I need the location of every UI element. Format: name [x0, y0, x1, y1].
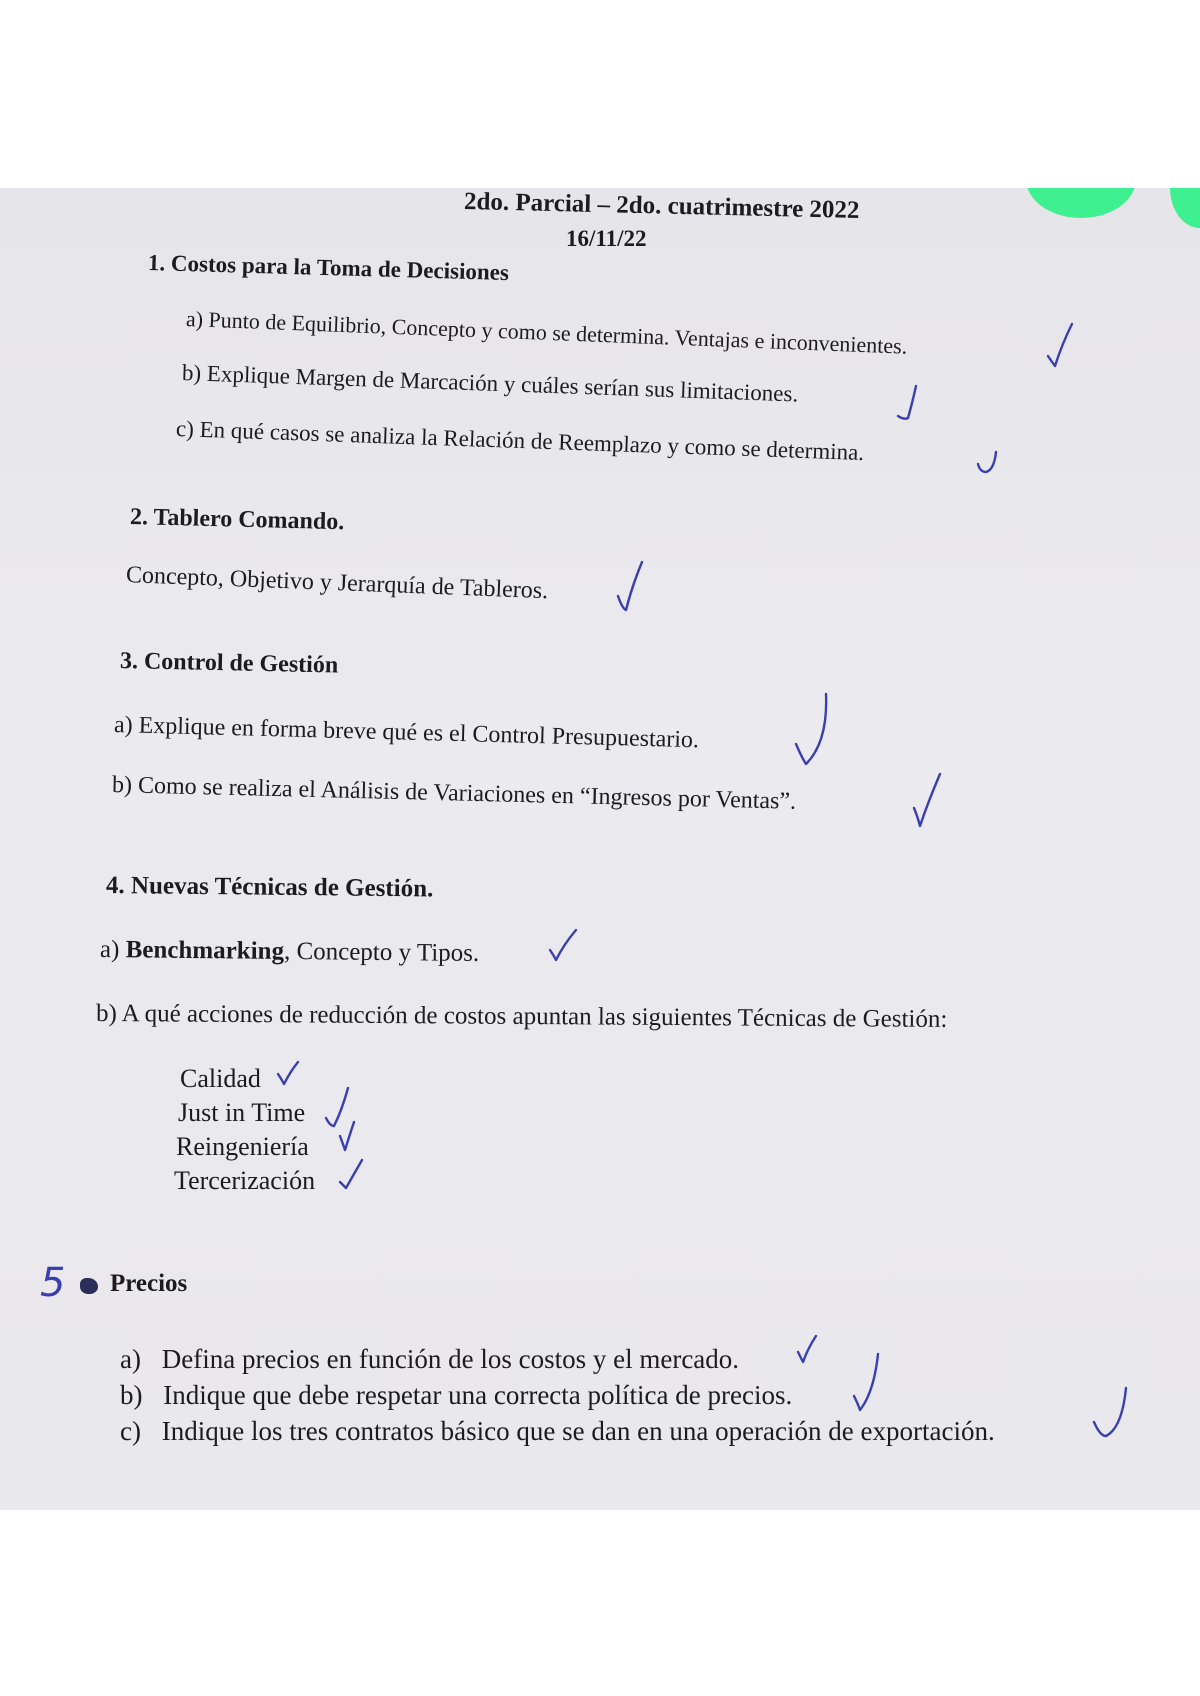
- check-mark-icon: [976, 446, 1000, 476]
- check-mark-icon: [852, 1352, 882, 1414]
- item-marker: a): [99, 936, 120, 964]
- section-number: 1.: [147, 250, 166, 276]
- section-title: Tablero Comando.: [153, 504, 345, 536]
- item-marker: a): [120, 1344, 141, 1374]
- section-3-item-b: [112, 772, 797, 816]
- item-text: Punto de Equilibrio, Concepto y como se determina. Ventajas e inconvenientes.: [208, 306, 908, 359]
- section-number: 2.: [129, 504, 149, 531]
- technique-just-in-time: Just in Time: [178, 1098, 306, 1127]
- check-mark-icon: [1046, 322, 1076, 368]
- section-number: 4.: [105, 872, 125, 900]
- green-tag-1: [1026, 188, 1136, 218]
- technique-reingenieria: Reingeniería: [176, 1132, 309, 1161]
- item-text: Explique en forma breve qué es el Control Presupuestario.: [138, 712, 700, 754]
- section-title: Control de Gestión: [143, 648, 339, 679]
- section-1-item-a: [186, 306, 908, 360]
- section-4-item-a: [100, 936, 479, 968]
- section-1-item-c: [176, 416, 865, 466]
- section-1-heading: [148, 250, 510, 286]
- item-text: Como se realiza el Análisis de Variaciones en “Ingresos por Ventas”.: [137, 772, 797, 815]
- check-mark-icon: [912, 772, 942, 828]
- technique-calidad: Calidad: [180, 1064, 261, 1093]
- item-text: , Concepto y Tipos.: [283, 937, 480, 967]
- section-2-text: Concepto, Objetivo y Jerarquía de Tableros.: [125, 562, 549, 605]
- section-5-bullet: [80, 1278, 98, 1294]
- check-mark-icon: [796, 1334, 820, 1364]
- green-tag-2: [1170, 188, 1200, 228]
- item-text: En qué casos se analiza la Relación de Reemplazo y como se determina.: [199, 416, 865, 466]
- check-mark-icon: [276, 1060, 300, 1088]
- check-mark-icon: [1092, 1386, 1130, 1440]
- section-4-item-b: [96, 1000, 948, 1034]
- section-title: Nuevas Técnicas de Gestión.: [130, 872, 434, 903]
- check-mark-icon: [616, 560, 644, 612]
- section-3-heading: [120, 648, 339, 680]
- item-text: A qué acciones de reducción de costos apuntan las siguientes Técnicas de Gestión:: [121, 1000, 948, 1033]
- section-4-heading: [106, 872, 434, 903]
- check-mark-icon: [338, 1158, 364, 1192]
- item-marker: a): [185, 306, 204, 332]
- section-5-item-c: [120, 1416, 995, 1447]
- item-marker: c): [120, 1416, 141, 1446]
- item-marker: b): [95, 1000, 117, 1028]
- item-bold-term: Benchmarking: [125, 936, 285, 965]
- item-marker: b): [120, 1380, 143, 1410]
- section-5-item-a: [120, 1344, 739, 1375]
- section-number: 3.: [119, 648, 139, 675]
- exam-title: 2do. Parcial – 2do. cuatrimestre 2022: [463, 188, 860, 224]
- item-marker: a): [113, 712, 134, 739]
- section-5-number: 5: [40, 1260, 66, 1306]
- check-mark-icon: [338, 1120, 358, 1152]
- item-text: Indique los tres contratos básico que se dan en una operación de exportación.: [161, 1416, 995, 1446]
- item-marker: b): [111, 772, 133, 799]
- item-text: Defina precios en función de los costos y el mercado.: [161, 1344, 740, 1374]
- item-marker: c): [175, 416, 195, 442]
- section-title: Costos para la Toma de Decisiones: [170, 250, 510, 286]
- section-5-item-b: [120, 1380, 792, 1411]
- exam-date: 16/11/22: [566, 226, 647, 251]
- section-1-item-b: [182, 360, 799, 408]
- exam-photo: [0, 188, 1200, 1510]
- check-mark-icon: [896, 382, 922, 424]
- section-3-item-a: [114, 712, 700, 754]
- technique-tercerizacion: Tercerización: [174, 1166, 316, 1195]
- item-text: Explique Margen de Marcación y cuáles serían sus limitaciones.: [206, 360, 799, 407]
- item-text: Indique que debe respetar una correcta política de precios.: [163, 1380, 793, 1410]
- item-marker: b): [181, 360, 202, 386]
- check-mark-icon: [792, 692, 832, 768]
- check-mark-icon: [548, 928, 578, 962]
- section-2-heading: [130, 504, 345, 536]
- section-5-title: Precios: [110, 1270, 188, 1297]
